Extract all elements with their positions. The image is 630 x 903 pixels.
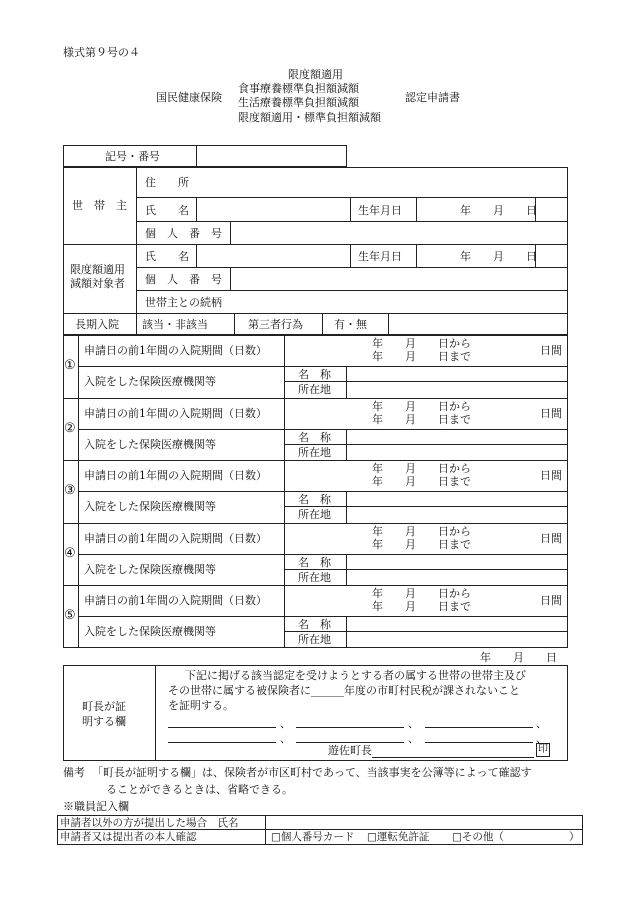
location-label: 所在地 — [298, 383, 331, 396]
setainushi-label: 世 帯 主 — [72, 199, 127, 212]
period-to: 年 月 日まで — [372, 600, 471, 613]
cert-side-1: 町長が証 — [82, 700, 126, 713]
cert-text-3: を証明する。 — [168, 699, 234, 712]
period-to: 年 月 日まで — [372, 350, 471, 363]
title-left: 国民健康保険 — [156, 91, 222, 104]
days-label: 日間 — [540, 594, 562, 607]
mayor-label: 遊佐町長 — [328, 744, 372, 757]
period-to: 年 月 日まで — [372, 413, 471, 426]
name-label: 名 称 — [298, 431, 331, 444]
shimei-label-2: 氏 名 — [145, 250, 189, 263]
cert-text-2: その世帯に属する被保険者に______年度の市町村民税が課されないこと — [168, 684, 520, 697]
institution-label: 入院をした保険医療機関等 — [84, 375, 216, 388]
check-other: □その他（ — [452, 831, 504, 843]
seal-mark: 印 — [538, 744, 548, 755]
staff-row-1: 申請者以外の方が提出した場合 氏名 — [60, 817, 239, 829]
period-from: 年 月 日から — [372, 525, 471, 538]
form-number: 様式第９号の４ — [63, 46, 140, 59]
block-mark: ③ — [64, 483, 76, 498]
title-right: 認定申請書 — [405, 91, 460, 104]
period-label: 申請日の前1年間の入院期間（日数） — [84, 594, 267, 607]
comma-3: 、 — [536, 717, 547, 730]
days-label: 日間 — [540, 407, 562, 420]
location-label: 所在地 — [298, 508, 331, 521]
period-label: 申請日の前1年間の入院期間（日数） — [84, 469, 267, 482]
check-mynumber: □個人番号カード — [271, 831, 355, 843]
check-close: ） — [569, 831, 580, 843]
institution-label: 入院をした保険医療機関等 — [84, 625, 216, 638]
gaito-options: 該当・非該当 — [142, 318, 208, 331]
taisho-label-1: 限度額適用 — [70, 263, 125, 276]
name-label: 名 称 — [298, 493, 331, 506]
block-mark: ④ — [64, 546, 76, 561]
days-label: 日間 — [540, 344, 562, 357]
block-mark: ② — [64, 421, 76, 436]
comma-6: 、 — [536, 732, 547, 745]
period-to: 年 月 日まで — [372, 538, 471, 551]
cert-date: 年 月 日 — [480, 651, 557, 664]
institution-label: 入院をした保険医療機関等 — [84, 500, 216, 513]
location-label: 所在地 — [298, 633, 331, 646]
zokugara-label: 世帯主との続柄 — [145, 296, 222, 309]
days-label: 日間 — [540, 532, 562, 545]
location-label: 所在地 — [298, 571, 331, 584]
umu-options: 有・無 — [334, 318, 367, 331]
check-license: □運転免許証 — [367, 831, 430, 843]
period-from: 年 月 日から — [372, 400, 471, 413]
birthdate-2: 年 月 日 — [460, 250, 537, 263]
seinengappi-label-1: 生年月日 — [358, 204, 402, 217]
staff-heading: ※職員記入欄 — [63, 800, 129, 813]
period-label: 申請日の前1年間の入院期間（日数） — [84, 344, 267, 357]
daisansha-label: 第三者行為 — [248, 318, 303, 331]
title-line-bottom: 限度額適用・標準負担額減額 — [238, 111, 381, 124]
choki-nyuin-label: 長期入院 — [75, 318, 119, 331]
institution-label: 入院をした保険医療機関等 — [84, 438, 216, 451]
kojin-bango-label-1: 個 人 番 号 — [145, 227, 222, 240]
jusho-label: 住 所 — [145, 176, 189, 189]
name-label: 名 称 — [298, 618, 331, 631]
comma-5: 、 — [408, 732, 419, 745]
location-label: 所在地 — [298, 446, 331, 459]
period-label: 申請日の前1年間の入院期間（日数） — [84, 532, 267, 545]
taisho-label-2: 減額対象者 — [70, 277, 125, 290]
staff-row-2: 申請者又は提出者の本人確認 — [60, 831, 197, 843]
comma-1: 、 — [280, 717, 291, 730]
cert-text-1: 下記に掲げる該当認定を受けようとする者の属する世帯の世帯主及び — [185, 669, 526, 682]
name-label: 名 称 — [298, 368, 331, 381]
period-label: 申請日の前1年間の入院期間（日数） — [84, 407, 267, 420]
period-to: 年 月 日まで — [372, 475, 471, 488]
period-from: 年 月 日から — [372, 587, 471, 600]
birthdate-1: 年 月 日 — [460, 204, 537, 217]
title-line-top: 限度額適用 — [288, 68, 343, 81]
institution-label: 入院をした保険医療機関等 — [84, 563, 216, 576]
comma-2: 、 — [408, 717, 419, 730]
title-mid-2: 生活療養標準負担額減額 — [238, 96, 359, 109]
days-label: 日間 — [540, 469, 562, 482]
cert-side-2: 明する欄 — [82, 715, 126, 728]
period-from: 年 月 日から — [372, 337, 471, 350]
kojin-bango-label-2: 個 人 番 号 — [145, 273, 222, 286]
comma-4: 、 — [280, 732, 291, 745]
remarks-text-2: ることができるときは、省略できる。 — [106, 783, 293, 796]
remarks-label: 備考 — [63, 766, 85, 779]
block-mark: ① — [64, 358, 76, 373]
shimei-label-1: 氏 名 — [145, 204, 189, 217]
remarks-text-1: 「町長が証明する欄」は、保険者が市区町村であって、当該事実を公簿等によって確認す — [92, 766, 532, 779]
seinengappi-label-2: 生年月日 — [358, 250, 402, 263]
period-from: 年 月 日から — [372, 462, 471, 475]
name-label: 名 称 — [298, 556, 331, 569]
block-mark: ⑤ — [64, 608, 76, 623]
title-mid-1: 食事療養標準負担額減額 — [238, 82, 359, 95]
kigo-bango-label: 記号・番号 — [105, 150, 160, 163]
